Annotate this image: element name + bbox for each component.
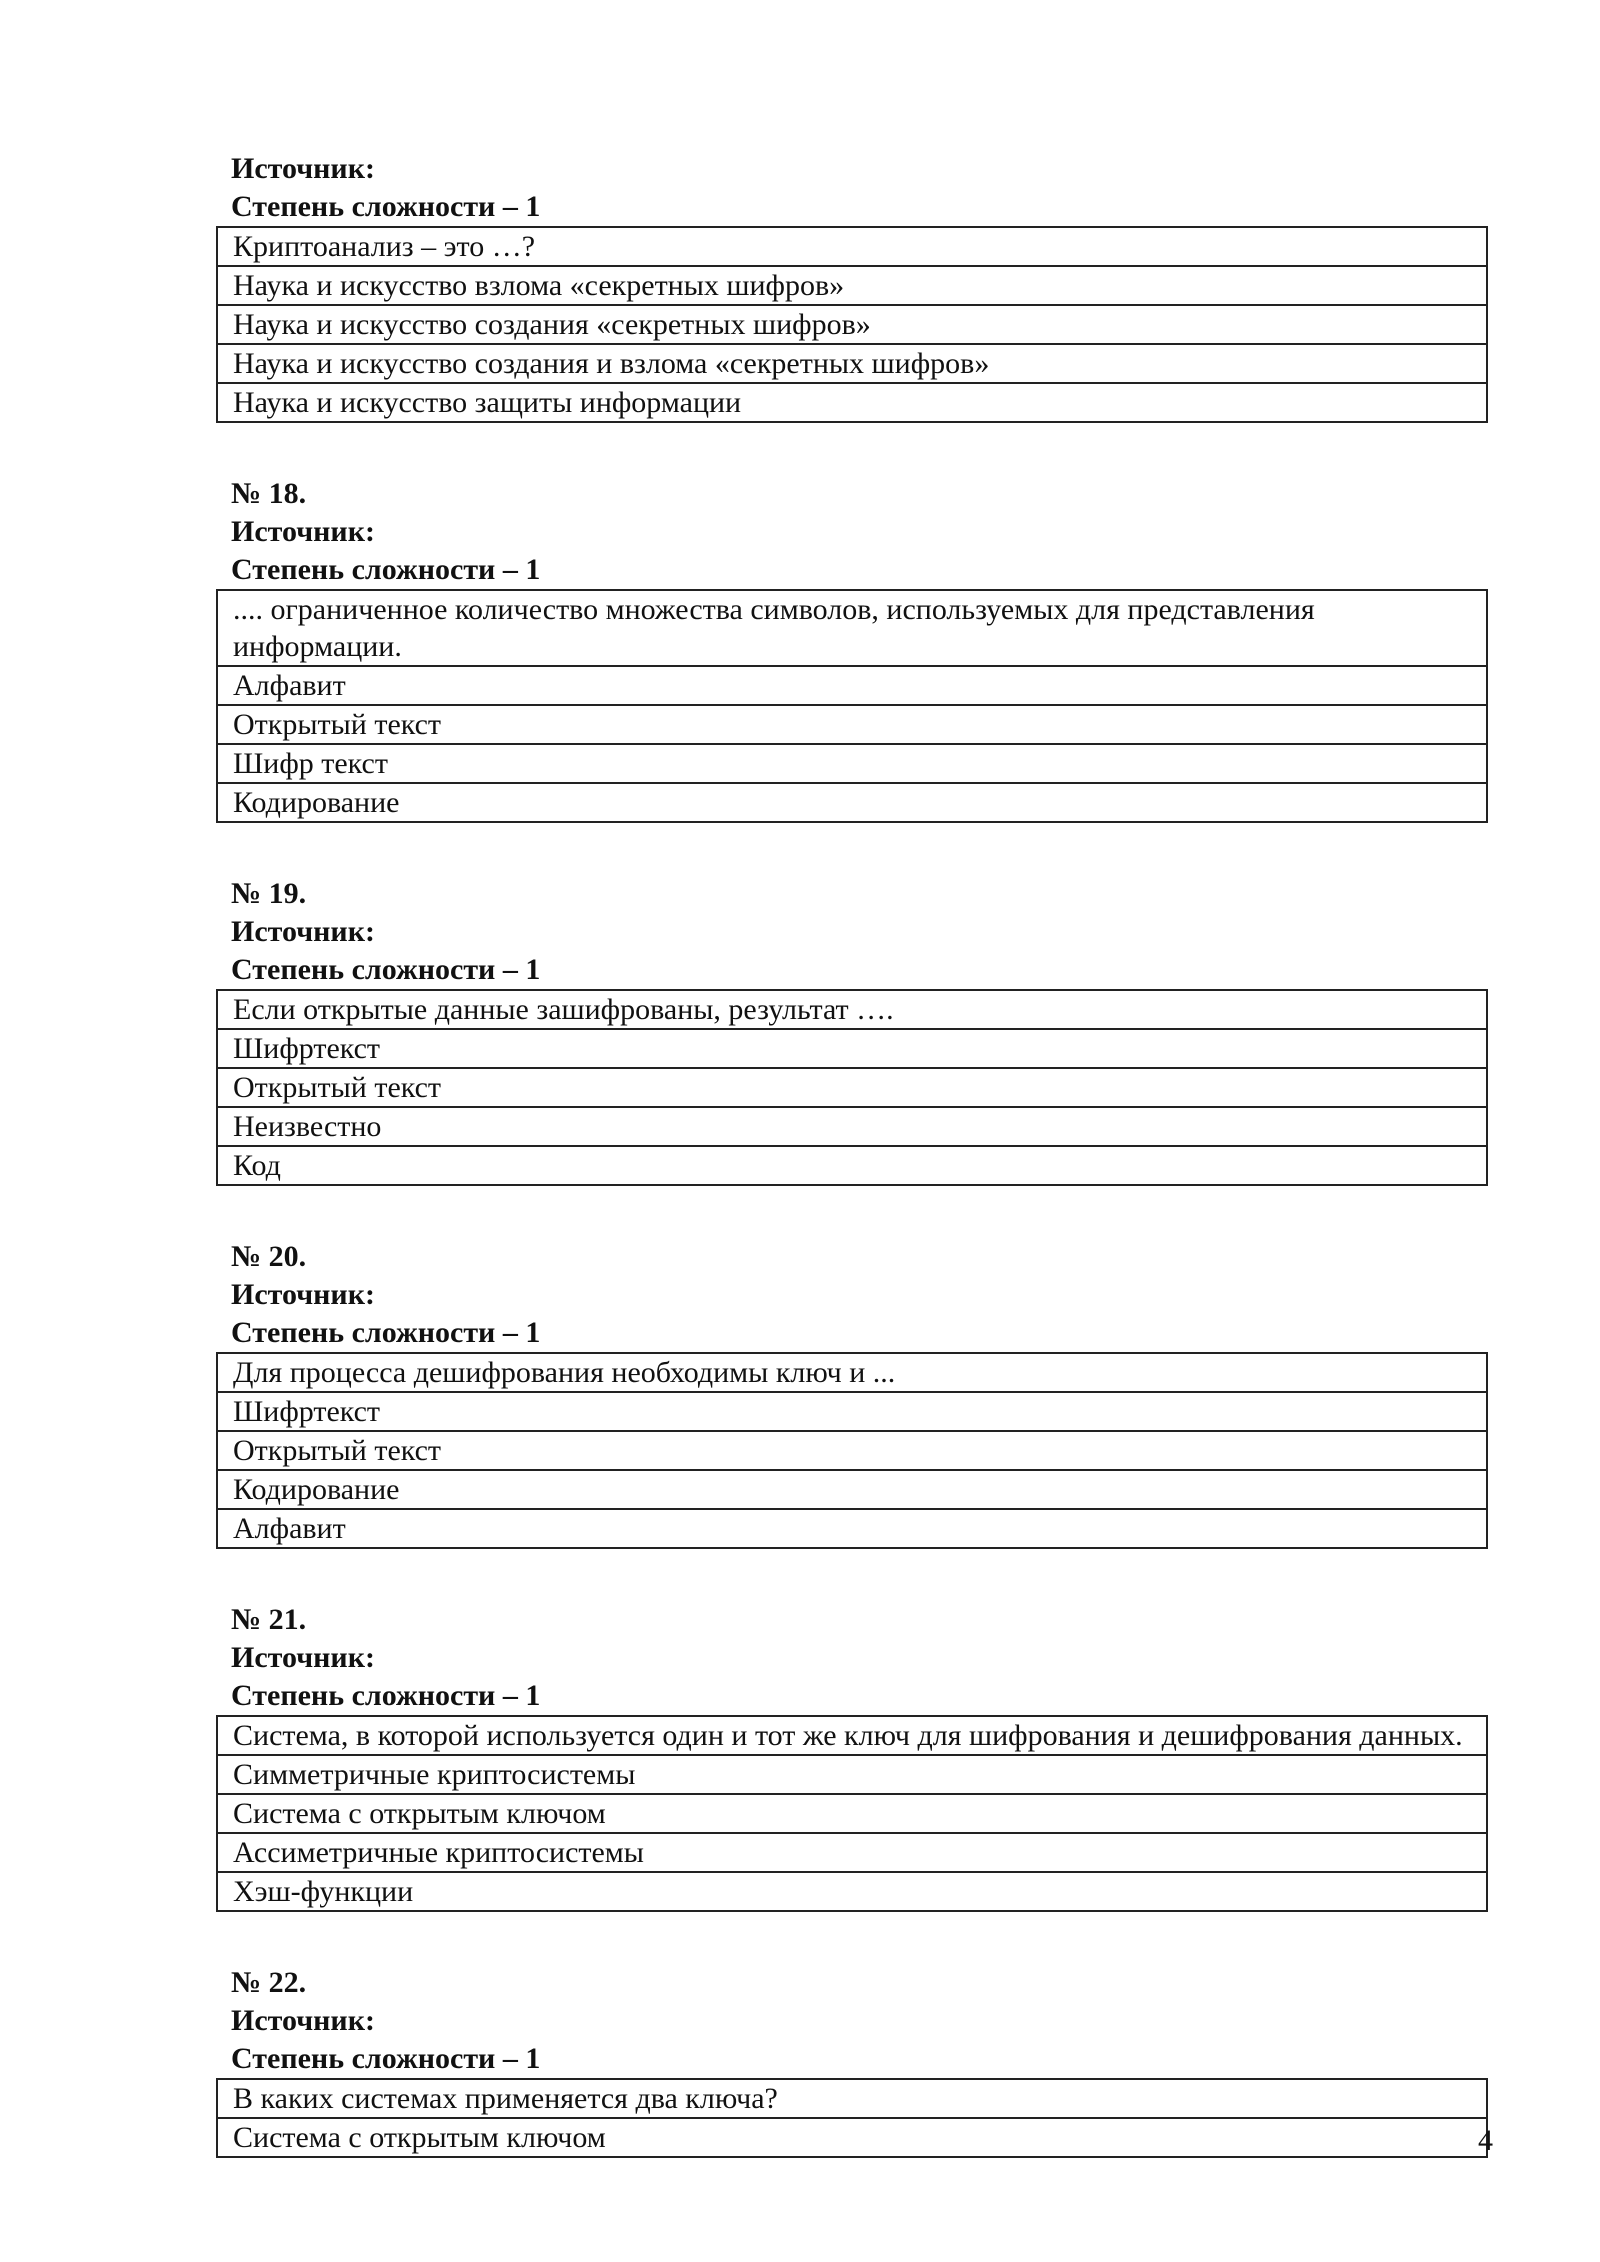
difficulty-label: Степень сложности – 1	[231, 553, 541, 586]
question-row	[217, 990, 1487, 1029]
answer-option-row	[217, 344, 1487, 383]
document-content	[216, 150, 1488, 2210]
answer-option-text: Система с открытым ключом	[217, 1794, 1487, 1833]
answer-option-row	[217, 1833, 1487, 1872]
question-block	[216, 1238, 1488, 1549]
answer-table	[216, 1715, 1488, 1912]
answer-option-row	[217, 1146, 1487, 1185]
question-row	[217, 227, 1487, 266]
answer-option-text: Ассиметричные криптосистемы	[217, 1833, 1487, 1872]
difficulty-label: Степень сложности – 1	[231, 953, 541, 986]
answer-option-text: Кодирование	[217, 783, 1487, 822]
answer-option-text: Хэш-функции	[217, 1872, 1487, 1911]
answer-option-text: Наука и искусство защиты информации	[217, 383, 1487, 422]
difficulty-label: Степень сложности – 1	[231, 190, 541, 223]
answer-option-row	[217, 744, 1487, 783]
question-text: Для процесса дешифрования необходимы ключ и ...	[217, 1353, 1487, 1392]
answer-option-row	[217, 266, 1487, 305]
source-label: Источник:	[231, 515, 375, 548]
answer-table	[216, 1352, 1488, 1549]
question-text: .... ограниченное количество множества символов, используемых для представления информации.	[217, 590, 1487, 666]
source-label: Источник:	[231, 152, 375, 185]
answer-option-row	[217, 1470, 1487, 1509]
difficulty-label: Степень сложности – 1	[231, 1679, 541, 1712]
answer-option-row	[217, 1029, 1487, 1068]
question-number: № 19.	[231, 877, 307, 910]
question-text: Криптоанализ – это …?	[217, 227, 1487, 266]
answer-option-row	[217, 1872, 1487, 1911]
question-block	[216, 875, 1488, 1186]
question-number: № 21.	[231, 1603, 307, 1636]
answer-option-row	[217, 1392, 1487, 1431]
source-label: Источник:	[231, 915, 375, 948]
answer-table	[216, 226, 1488, 423]
question-block	[216, 150, 1488, 423]
answer-option-row	[217, 383, 1487, 422]
answer-option-text: Шифртекст	[217, 1029, 1487, 1068]
question-text: Если открытые данные зашифрованы, результат ….	[217, 990, 1487, 1029]
question-row	[217, 1716, 1487, 1755]
source-label: Источник:	[231, 2004, 375, 2037]
answer-option-text: Алфавит	[217, 666, 1487, 705]
question-text: В каких системах применяется два ключа?	[217, 2079, 1487, 2118]
question-row	[217, 1353, 1487, 1392]
answer-option-row	[217, 705, 1487, 744]
question-block	[216, 1964, 1488, 2158]
answer-option-text: Система с открытым ключом	[217, 2118, 1487, 2157]
answer-option-row	[217, 305, 1487, 344]
answer-option-text: Симметричные криптосистемы	[217, 1755, 1487, 1794]
answer-option-row	[217, 1509, 1487, 1548]
question-block	[216, 475, 1488, 823]
answer-option-row	[217, 1107, 1487, 1146]
page-number: 4	[1478, 2124, 1493, 2157]
answer-option-text: Открытый текст	[217, 1431, 1487, 1470]
answer-option-text: Алфавит	[217, 1509, 1487, 1548]
question-number: № 22.	[231, 1966, 307, 1999]
question-text: Система, в которой используется один и тот же ключ для шифрования и дешифрования данных.	[217, 1716, 1487, 1755]
source-label: Источник:	[231, 1278, 375, 1311]
difficulty-label: Степень сложности – 1	[231, 1316, 541, 1349]
answer-option-text: Кодирование	[217, 1470, 1487, 1509]
question-number: № 18.	[231, 477, 307, 510]
difficulty-label: Степень сложности – 1	[231, 2042, 541, 2075]
question-row	[217, 590, 1487, 666]
question-block	[216, 1601, 1488, 1912]
answer-option-row	[217, 1755, 1487, 1794]
answer-option-text: Наука и искусство создания и взлома «секретных шифров»	[217, 344, 1487, 383]
answer-option-text: Наука и искусство взлома «секретных шифров»	[217, 266, 1487, 305]
answer-table	[216, 2078, 1488, 2158]
question-row	[217, 2079, 1487, 2118]
answer-option-text: Код	[217, 1146, 1487, 1185]
answer-option-row	[217, 1431, 1487, 1470]
source-label: Источник:	[231, 1641, 375, 1674]
answer-option-row	[217, 666, 1487, 705]
answer-option-text: Наука и искусство создания «секретных шифров»	[217, 305, 1487, 344]
answer-option-text: Шифр текст	[217, 744, 1487, 783]
answer-table	[216, 589, 1488, 823]
answer-option-text: Открытый текст	[217, 705, 1487, 744]
answer-option-text: Открытый текст	[217, 1068, 1487, 1107]
answer-option-row	[217, 1068, 1487, 1107]
answer-option-row	[217, 1794, 1487, 1833]
answer-option-text: Неизвестно	[217, 1107, 1487, 1146]
answer-option-row	[217, 783, 1487, 822]
answer-option-row	[217, 2118, 1487, 2157]
answer-table	[216, 989, 1488, 1186]
question-number: № 20.	[231, 1240, 307, 1273]
answer-option-text: Шифртекст	[217, 1392, 1487, 1431]
